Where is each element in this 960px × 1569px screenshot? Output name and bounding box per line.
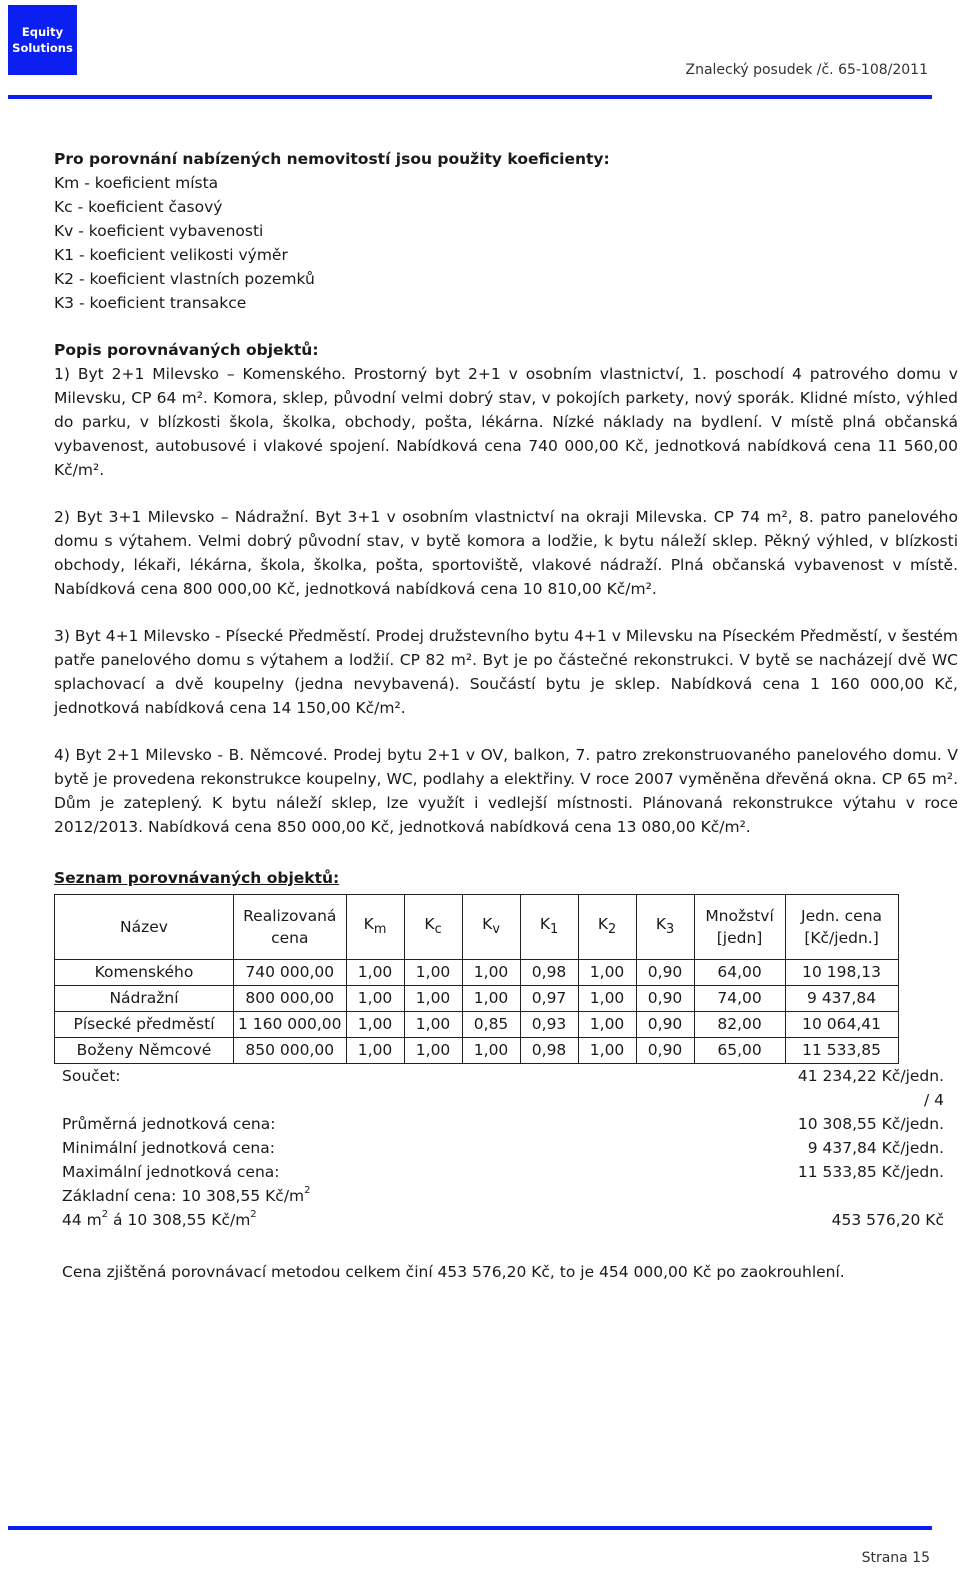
coefficient-item: Kv - koeficient vybavenosti bbox=[54, 222, 264, 240]
cell-k2: 1,00 bbox=[578, 986, 636, 1012]
cell-qty: 74,00 bbox=[694, 986, 785, 1012]
footer-rule bbox=[8, 1526, 932, 1530]
cell-km: 1,00 bbox=[346, 960, 404, 986]
col-price-header: Realizovaná cena bbox=[234, 895, 347, 960]
col-kv-header: $K_v$ bbox=[462, 895, 520, 960]
summary-maximum-row bbox=[62, 1160, 944, 1184]
base-price-label: Základní cena: 10 308,55 $Kč/m^2$ bbox=[62, 1185, 311, 1205]
object-description-4 bbox=[54, 743, 958, 839]
object-text: Byt 2+1 Milevsko – Komenského. Prostorný byt 2+1 v osobním vlastnictví, 1. poschodí 4 patrového domu v Milevsku, CP 64 m². Komora, sklep, původní velmi dobrý stav, v pokojích parkety, nový sporák. Klidné místo, výhled do parku, v blízkosti škola, školka, obchody, pošta, lékárna. Nízké náklady na bydlení. V místě plná občanská vybavenost, autobusové i vlakové spojení. Nabídková cena 740 000,00 Kč, jednotková nabídková cena 11 560,00 Kč/m². bbox=[54, 365, 958, 479]
coefficient-item: Km - koeficient místa bbox=[54, 174, 219, 192]
object-number: 3) bbox=[54, 627, 70, 645]
cell-k3: 0,90 bbox=[636, 960, 694, 986]
table-row bbox=[55, 960, 899, 986]
cell-price: 1 160 000,00 bbox=[234, 1012, 347, 1038]
table-row bbox=[55, 1038, 899, 1064]
average-label: Průměrná jednotková cena: bbox=[62, 1115, 276, 1133]
cell-kv: 1,00 bbox=[462, 986, 520, 1012]
spacer bbox=[54, 315, 958, 338]
comparison-list-heading: Seznam porovnávaných objektů: bbox=[54, 869, 340, 887]
coefficient-item: K2 - koeficient vlastních pozemků bbox=[54, 270, 315, 288]
cell-price: 850 000,00 bbox=[234, 1038, 347, 1064]
cell-unit-price: 10 064,41 bbox=[785, 1012, 898, 1038]
average-value: 10 308,55 Kč/jedn. bbox=[797, 1115, 944, 1133]
cell-qty: 64,00 bbox=[694, 960, 785, 986]
cell-kc: 1,00 bbox=[404, 960, 462, 986]
cell-price: 740 000,00 bbox=[234, 960, 347, 986]
conclusion-text: Cena zjištěná porovnávací metodou celkem činí 453 576,20 Kč, to je 454 000,00 Kč po zaokrouhlení. bbox=[62, 1263, 845, 1281]
spacer bbox=[54, 482, 958, 505]
page-number: Strana 15 bbox=[861, 1550, 930, 1566]
spacer bbox=[54, 720, 958, 743]
col-km-header: $K_m$ bbox=[346, 895, 404, 960]
header-rule bbox=[8, 95, 932, 99]
summary-divisor-row bbox=[62, 1088, 944, 1112]
cell-k1: 0,98 bbox=[520, 960, 578, 986]
summary-block bbox=[62, 1064, 944, 1232]
spacer bbox=[54, 601, 958, 624]
cell-k1: 0,93 bbox=[520, 1012, 578, 1038]
object-text: Byt 3+1 Milevsko – Nádražní. Byt 3+1 v osobním vlastnictví na okraji Milevska. CP 74 m², 8. patro panelového domu s výtahem. Velmi dobrý původní stav, v bytě komora a lodžie, k bytu náleží sklep. Pěkný výhled, v blízkosti obchody, lékaři, lékárna, škola, školka, pošta, sportoviště, vlakové nádraží. Plná občanská vybavenost v místě. Nabídková cena 800 000,00 Kč, jednotková nabídková cena 10 810,00 Kč/m². bbox=[54, 508, 958, 598]
cell-unit-price: 10 198,13 bbox=[785, 960, 898, 986]
cell-name: Boženy Němcové bbox=[55, 1038, 234, 1064]
cell-k2: 1,00 bbox=[578, 1038, 636, 1064]
minimum-value: 9 437,84 Kč/jedn. bbox=[807, 1139, 944, 1157]
logo-line-2: Solutions bbox=[12, 41, 73, 55]
cell-k3: 0,90 bbox=[636, 1038, 694, 1064]
cell-kc: 1,00 bbox=[404, 1038, 462, 1064]
cell-kv: 0,85 bbox=[462, 1012, 520, 1038]
page-content bbox=[54, 147, 958, 1284]
summary-minimum-row bbox=[62, 1136, 944, 1160]
cell-k1: 0,97 bbox=[520, 986, 578, 1012]
cell-name: Komenského bbox=[55, 960, 234, 986]
cell-km: 1,00 bbox=[346, 1012, 404, 1038]
sum-label: Součet: bbox=[62, 1067, 121, 1085]
object-number: 4) bbox=[54, 746, 70, 764]
coefficient-item: K1 - koeficient velikosti výměr bbox=[54, 246, 288, 264]
minimum-label: Minimální jednotková cena: bbox=[62, 1139, 275, 1157]
cell-kc: 1,00 bbox=[404, 1012, 462, 1038]
table-row bbox=[55, 986, 899, 1012]
object-description-1 bbox=[54, 362, 958, 482]
table-header-row bbox=[55, 895, 899, 960]
cell-km: 1,00 bbox=[346, 1038, 404, 1064]
maximum-label: Maximální jednotková cena: bbox=[62, 1163, 280, 1181]
summary-average-row bbox=[62, 1112, 944, 1136]
maximum-value: 11 533,85 Kč/jedn. bbox=[797, 1163, 944, 1181]
table-row bbox=[55, 1012, 899, 1038]
object-text: Byt 2+1 Milevsko - B. Němcové. Prodej bytu 2+1 v OV, balkon, 7. patro zrekonstruovaného panelového domu. V bytě je provedena rekonstrukce koupelny, WC, podlahy a elektřiny. V roce 2007 vyměněna dřevěná okna. CP 65 m². Dům je zateplený. K bytu náleží sklep, lze využít i vedlejší místnosti. Plánovaná rekonstrukce výtahu v roce 2012/2013. Nabídková cena 850 000,00 Kč, jednotková nabídková cena 13 080,00 Kč/m². bbox=[54, 746, 958, 836]
divisor-value: / 4 bbox=[923, 1091, 944, 1109]
cell-name: Nádražní bbox=[55, 986, 234, 1012]
col-k1-header: $K_1$ bbox=[520, 895, 578, 960]
coefficient-item: K3 - koeficient transakce bbox=[54, 294, 247, 312]
object-description-3 bbox=[54, 624, 958, 720]
coefficients-heading: Pro porovnání nabízených nemovitostí jsou použity koeficienty: bbox=[54, 150, 610, 168]
col-name-header: Název bbox=[55, 895, 234, 960]
object-text: Byt 4+1 Milevsko - Písecké Předměstí. Prodej družstevního bytu 4+1 v Milevsku na Píseckém Předměstí, v šestém patře panelového domu s výtahem a lodžií. CP 82 m². Byt je po částečné rekonstrukci. V bytě se nacházejí dvě WC splachovací a dvě koupelny (jedna nevybavená). Součástí bytu je sklep. Nabídková cena 1 160 000,00 Kč, jednotková nabídková cena 14 150,00 Kč/m². bbox=[54, 627, 958, 717]
col-k2-header: $K_2$ bbox=[578, 895, 636, 960]
cell-kc: 1,00 bbox=[404, 986, 462, 1012]
cell-k1: 0,98 bbox=[520, 1038, 578, 1064]
cell-kv: 1,00 bbox=[462, 1038, 520, 1064]
col-k3-header: $K_3$ bbox=[636, 895, 694, 960]
col-unit-price-header: Jedn. cena [Kč/jedn.] bbox=[785, 895, 898, 960]
calculation-label: 44 $m^2$ á 10 308,55 $Kč/m^2$ bbox=[62, 1209, 257, 1229]
summary-calculation-row bbox=[62, 1208, 944, 1232]
cell-k2: 1,00 bbox=[578, 1012, 636, 1038]
cell-unit-price: 9 437,84 bbox=[785, 986, 898, 1012]
cell-k3: 0,90 bbox=[636, 1012, 694, 1038]
document-reference: Znalecký posudek /č. 65-108/2011 bbox=[685, 62, 928, 78]
cell-kv: 1,00 bbox=[462, 960, 520, 986]
spacer bbox=[54, 839, 958, 866]
cell-k3: 0,90 bbox=[636, 986, 694, 1012]
coefficient-item: Kc - koeficient časový bbox=[54, 198, 223, 216]
cell-name: Písecké předměstí bbox=[55, 1012, 234, 1038]
object-description-2 bbox=[54, 505, 958, 601]
logo-line-1: Equity bbox=[21, 25, 64, 39]
cell-qty: 65,00 bbox=[694, 1038, 785, 1064]
summary-base-price-row bbox=[62, 1184, 944, 1208]
cell-unit-price: 11 533,85 bbox=[785, 1038, 898, 1064]
objects-heading: Popis porovnávaných objektů: bbox=[54, 341, 319, 359]
sum-value: 41 234,22 Kč/jedn. bbox=[797, 1067, 944, 1085]
calculation-value: 453 576,20 Kč bbox=[831, 1211, 944, 1229]
object-number: 1) bbox=[54, 365, 70, 383]
cell-qty: 82,00 bbox=[694, 1012, 785, 1038]
company-logo bbox=[8, 5, 77, 75]
col-kc-header: $K_c$ bbox=[404, 895, 462, 960]
cell-k2: 1,00 bbox=[578, 960, 636, 986]
cell-price: 800 000,00 bbox=[234, 986, 347, 1012]
comparison-table bbox=[54, 894, 899, 1064]
object-number: 2) bbox=[54, 508, 70, 526]
summary-sum-row bbox=[62, 1064, 944, 1088]
col-qty-header: Množství [jedn] bbox=[694, 895, 785, 960]
cell-km: 1,00 bbox=[346, 986, 404, 1012]
